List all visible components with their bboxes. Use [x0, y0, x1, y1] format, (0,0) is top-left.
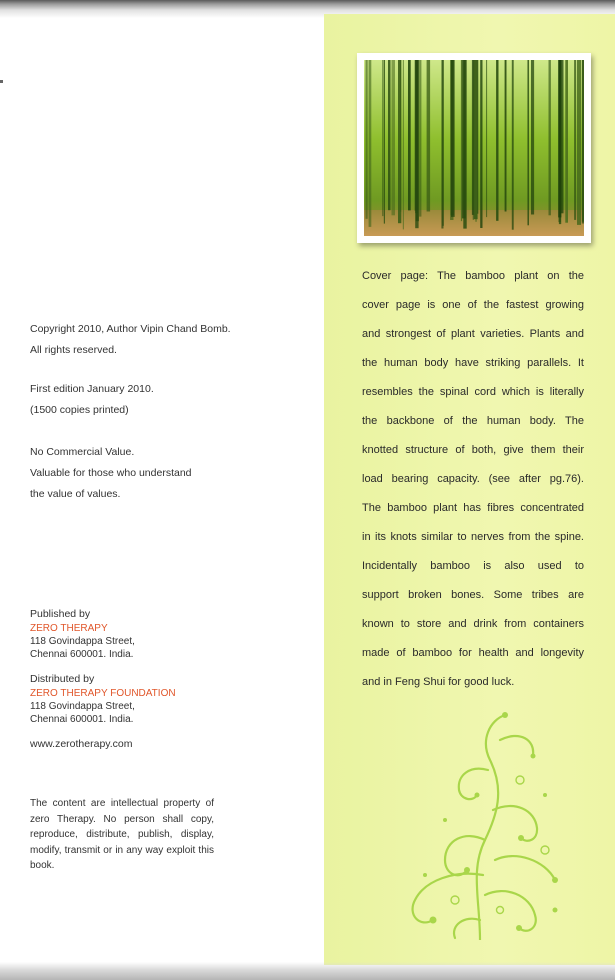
caption-line: known to store and drink from containers: [362, 618, 584, 630]
copyright-block: [30, 319, 231, 361]
caption-line: in its knots similar to nerves from the spine.: [362, 531, 584, 543]
caption-line: support broken bones. Some tribes are: [362, 589, 584, 601]
caption-line: the backbone of the human body. The: [362, 415, 584, 427]
distributor-address-1: 118 Govindappa Street,: [30, 701, 135, 712]
copyright-line: Copyright 2010, Author Vipin Chand Bomb.: [30, 323, 231, 335]
publisher-address-1: 118 Govindappa Street,: [30, 636, 135, 647]
website-text: www.zerotherapy.com: [30, 738, 133, 750]
edition-block: [30, 379, 154, 421]
caption-line: The bamboo plant has fibres concentrated: [362, 502, 584, 514]
cover-page-caption: [362, 262, 584, 697]
caption-line: knotted structure of both, give them their: [362, 444, 584, 456]
published-block: [30, 607, 135, 661]
legal-notice: The content are intellectual property of zero Therapy. No person shall copy, reproduce, distribute, publish, display, modify, transmit or in any way exploit this book.: [30, 798, 214, 871]
value-note-line-2: Valuable for those who understand: [30, 467, 192, 479]
caption-line: load bearing capacity. (see after pg.76).: [362, 473, 584, 485]
bamboo-forest-photo: [357, 53, 591, 243]
value-note-line-3: the value of values.: [30, 488, 121, 500]
value-note-block: [30, 442, 192, 505]
caption-line: Cover page: The bamboo plant on the: [362, 270, 584, 282]
caption-line: and in Feng Shui for good luck.: [362, 676, 515, 688]
rights-line: All rights reserved.: [30, 344, 117, 356]
distributor-name: ZERO THERAPY FOUNDATION: [30, 688, 176, 699]
value-note-line-1: No Commercial Value.: [30, 446, 135, 458]
caption-line: cover page is one of the fastest growing: [362, 299, 584, 311]
published-heading: Published by: [30, 608, 91, 620]
caption-line: resembles the spinal cord which is literally: [362, 386, 584, 398]
distributor-address-2: Chennai 600001. India.: [30, 714, 134, 725]
publisher-address-2: Chennai 600001. India.: [30, 649, 134, 660]
copies-line: (1500 copies printed): [30, 404, 129, 416]
caption-line: and strongest of plant varieties. Plants and: [362, 328, 584, 340]
publisher-name: ZERO THERAPY: [30, 623, 108, 634]
distributed-heading: Distributed by: [30, 673, 95, 685]
caption-line: made of bamboo for health and longevity: [362, 647, 584, 659]
floral-swirl-ornament: [385, 700, 585, 940]
bamboo-photo-image: [364, 60, 584, 236]
distributed-block: [30, 672, 176, 726]
caption-line: Incidentally bamboo is also used to: [362, 560, 584, 572]
caption-line: the human body have striking parallels. It: [362, 357, 584, 369]
page-bottom-shadow: [0, 962, 615, 980]
edition-line: First edition January 2010.: [30, 383, 154, 395]
